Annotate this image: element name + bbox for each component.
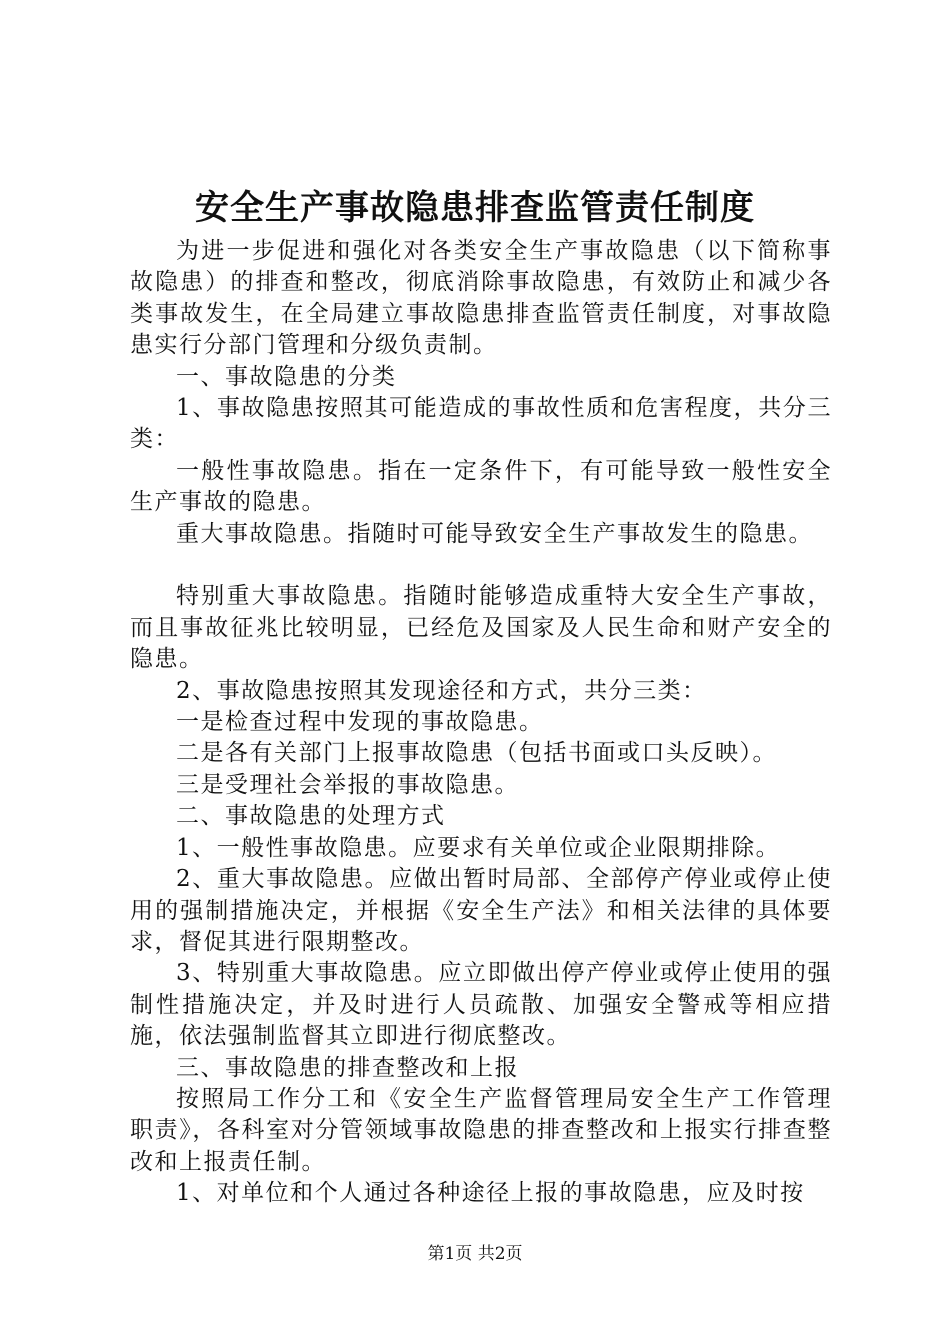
paragraph-classification-1: 1、事故隐患按照其可能造成的事故性质和危害程度，共分三类： <box>130 395 832 453</box>
paragraph-intro: 为进一步促进和强化对各类安全生产事故隐患（以下简称事故隐患）的排查和整改，彻底消除事故隐患，有效防止和减少各类事故发生，在全局建立事故隐患排查监管责任制度，对事故隐患实行分部门管理和分级负责制。 <box>130 238 832 359</box>
paragraph-handling-3: 3、特别重大事故隐患。应立即做出停产停业或停止使用的强制性措施决定，并及时进行人员疏散、加强安全警戒等相应措施，依法强制监督其立即进行彻底整改。 <box>130 960 832 1050</box>
page-footer: 第1页 共2页 <box>427 1244 523 1264</box>
document-title: 安全生产事故隐患排查监管责任制度 <box>195 188 755 228</box>
heading-section-2: 二、事故隐患的处理方式 <box>176 803 446 830</box>
paragraph-reporting-1: 1、对单位和个人通过各种途径上报的事故隐患，应及时按 <box>176 1180 805 1207</box>
paragraph-source-2: 二是各有关部门上报事故隐患（包括书面或口头反映）。 <box>176 740 777 767</box>
paragraph-classification-2: 2、事故隐患按照其发现途径和方式，共分三类： <box>176 677 707 704</box>
paragraph-general-hazard: 一般性事故隐患。指在一定条件下，有可能导致一般性安全生产事故的隐患。 <box>130 457 832 516</box>
paragraph-extra-major-hazard: 特别重大事故隐患。指随时能够造成重特大安全生产事故，而且事故征兆比较明显，已经危及国家及人民生命和财产安全的隐患。 <box>130 583 832 673</box>
paragraph-spacer <box>130 550 832 581</box>
paragraph-responsibility: 按照局工作分工和《安全生产监督管理局安全生产工作管理职责》，各科室对分管领域事故隐患的排查整改和上报实行排查整改和上报责任制。 <box>130 1085 832 1175</box>
heading-section-3: 三、事故隐患的排查整改和上报 <box>176 1054 519 1081</box>
heading-section-1: 一、事故隐患的分类 <box>176 363 397 390</box>
paragraph-source-1: 一是检查过程中发现的事故隐患。 <box>176 709 544 736</box>
document-body <box>130 236 832 1210</box>
paragraph-handling-1: 1、一般性事故隐患。应要求有关单位或企业限期排除。 <box>176 834 781 861</box>
paragraph-source-3: 三是受理社会举报的事故隐患。 <box>176 771 519 798</box>
paragraph-major-hazard: 重大事故隐患。指随时可能导致安全生产事故发生的隐患。 <box>176 520 813 547</box>
paragraph-handling-2: 2、重大事故隐患。应做出暂时局部、全部停产停业或停止使用的强制措施决定，并根据《安全生产法》和相关法律的具体要求，督促其进行限期整改。 <box>130 866 832 955</box>
